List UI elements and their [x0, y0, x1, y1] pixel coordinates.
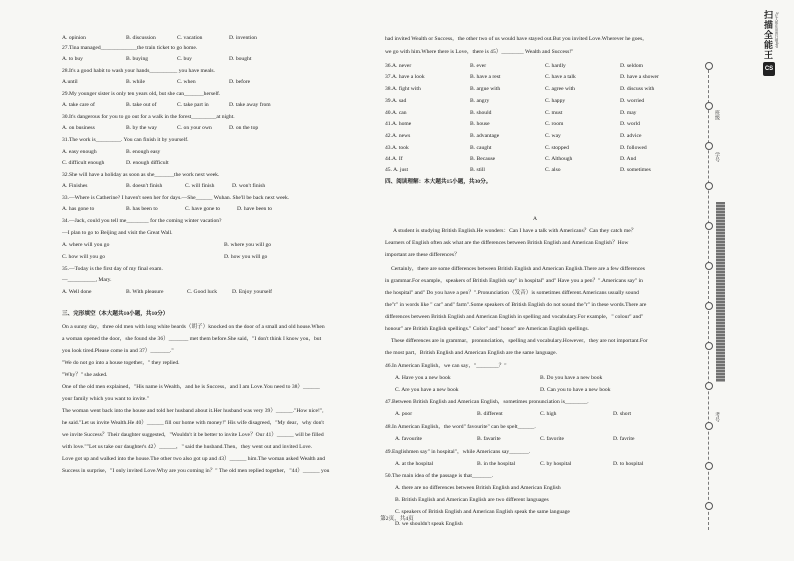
q34-option-d: D. how you will go — [224, 254, 268, 260]
q30-option-b: B. by the way — [126, 125, 158, 131]
q44-option-c: C. Although — [545, 156, 573, 162]
q38-option-a: 38.A. fight with — [385, 86, 421, 92]
q44-option-b: B. Because — [470, 156, 496, 162]
q45-option-c: C. also — [545, 167, 561, 173]
q50-stem: 50.The main idea of the passage is that_______. — [385, 473, 493, 479]
reading-line-5: in grammar.For example，speakers of British English say" in hospital" and" Have you a pen？".Americans say" in — [385, 278, 643, 284]
q37-option-b: B. have a rest — [470, 74, 501, 80]
section-4-title: 四、阅读理解：本大题共15小题，共30分。 — [385, 179, 492, 185]
q41-option-d: D. world — [620, 121, 640, 127]
q28-option-d: D. before — [229, 79, 251, 85]
q47-option-d: D. short — [613, 411, 632, 417]
q32-stem: 32.She will have a holiday as soon as she_______the work next week. — [62, 172, 220, 178]
q32-option-a: A. Finishes — [62, 183, 88, 189]
q35-option-b: B. With pleasure — [126, 289, 164, 295]
scanner-app-name: 扫描全能王 — [763, 10, 773, 60]
q43-option-d: D. followed — [620, 145, 647, 151]
cloze-cont-line-2: we go with him.Where there is Love，there is 45）________ Wealth and Success!" — [385, 49, 574, 55]
q45-option-d: D. sometimes — [620, 167, 651, 173]
q26-option-a: A. opinion — [62, 35, 86, 41]
q35-reply: —__________, Mary. — [62, 277, 112, 283]
q41-option-a: 41.A. home — [385, 121, 412, 127]
binding-hole-icon — [705, 302, 713, 310]
q47-stem: 47.Between British English and American English，sometimes pronunciation is________. — [385, 399, 589, 405]
q27-option-a: A. to buy — [62, 56, 83, 62]
cloze-line-6: One of the old men explained，"His name is Wealth，and he is Success，and I am Love.You need to 38）______ — [62, 384, 320, 390]
q33-option-b: B. has been to — [126, 206, 158, 212]
reading-line-7: the"r" in words like " car" and" farm".Some speakers of British English do not sound the"r" in these words.There are — [385, 302, 647, 308]
q42-option-d: D. advice — [620, 133, 642, 139]
student-number-label: 学号 — [714, 152, 720, 162]
q46-stem: 46.In American English，we can say，"________？" — [385, 363, 507, 369]
q36-option-b: B. ever — [470, 63, 487, 69]
q48-option-d: D. favrite — [613, 436, 635, 442]
cloze-line-10: we invite Success？Their daughter suggested，"Wouldn't it be better to invite Love？Our 41）______ will be filled — [62, 432, 324, 438]
q29-option-c: C. take part in — [177, 102, 209, 108]
q49-option-c: C. by hospital — [540, 461, 572, 467]
binding-hole-icon — [705, 382, 713, 390]
q37-option-a: 37.A. have a look — [385, 74, 425, 80]
q41-option-b: B. house — [470, 121, 490, 127]
binding-hole-icon — [705, 222, 713, 230]
q30-option-d: D. on the top — [229, 125, 259, 131]
binding-hole-icon — [705, 262, 713, 270]
q43-option-b: B. caught — [470, 145, 492, 151]
q29-option-d: D. take away from — [229, 102, 271, 108]
q34-option-b: B. where you will go — [224, 242, 272, 248]
q34-reply: —I plan to go to Beijing and visit the Great Wall. — [62, 230, 173, 236]
q46-option-a: A. Have you a new book — [395, 375, 451, 381]
q36-option-c: C. hardly — [545, 63, 566, 69]
q29-stem: 29.My younger sister is only ten years old, but she can_______herself. — [62, 91, 221, 97]
q27-option-c: C. buy — [177, 56, 192, 62]
binding-hole-icon — [705, 462, 713, 470]
reading-line-2: Learners of English often ask what are the differences between British English and American English？How — [385, 240, 629, 246]
q50-option-c: C. speakers of British English and American English speak the same language — [395, 509, 570, 515]
cloze-line-13: Success in surprise，"I only invited Love.Why are you coming in？" The old men replied together，"44）______ you — [62, 468, 330, 474]
binding-strip — [700, 12, 728, 534]
cloze-line-5: "Why？" she asked. — [62, 372, 108, 378]
q34-option-a: A. where will you go — [62, 242, 110, 248]
q31-option-a: A. easy enough — [62, 149, 97, 155]
q50-option-b: B. British English and American English are two different languages — [395, 497, 549, 503]
binding-hole-icon — [705, 102, 713, 110]
q48-option-b: B. favarite — [477, 436, 501, 442]
q44-option-a: 44.A. If — [385, 156, 403, 162]
cloze-line-3: you look tired.Please come in and 37）_______." — [62, 348, 174, 354]
q48-option-a: A. favourite — [395, 436, 423, 442]
q50-option-d: D. we shouldn't speak English — [395, 521, 463, 527]
q30-option-c: C. on your own — [177, 125, 212, 131]
q27-option-b: B. buying — [126, 56, 149, 62]
cloze-cont-line-1: had invited Wealth or Success，the other two of us would have stayed out.But you invited Love.Wherever he goes， — [385, 36, 648, 42]
q31-stem: 31.The work is_________. You can finish it by yourself. — [62, 137, 189, 143]
cloze-line-1: On a sunny day，three old men with long white beards（胡子）knocked on the door of a small and old house.When — [62, 324, 325, 330]
q33-stem: 33.—Where is Catherine? I haven't seen her for days.—She______ Wuhan. She'll be back next week. — [62, 195, 290, 201]
scanner-watermark — [761, 10, 787, 80]
q30-option-a: A. on business — [62, 125, 95, 131]
q48-stem: 48.In American English，the word" favourite" can be spelt______. — [385, 424, 536, 430]
q46-option-b: B. Do you have a new book — [540, 375, 603, 381]
binding-hole-icon — [705, 342, 713, 350]
q45-option-a: 45. A. just — [385, 167, 409, 173]
q38-option-d: D. discuss with — [620, 86, 655, 92]
q39-option-c: C. happy — [545, 98, 566, 104]
q39-option-d: D. worried — [620, 98, 645, 104]
q32-option-b: B. doesn't finish — [126, 183, 163, 189]
q46-option-d: D. Can you to have a new book — [540, 387, 611, 393]
q45-option-b: B. still — [470, 167, 485, 173]
q47-option-c: C. high — [540, 411, 557, 417]
binding-notice-band — [716, 202, 725, 382]
q38-option-b: B. argue with — [470, 86, 501, 92]
q49-option-d: D. to hospital — [613, 461, 644, 467]
class-label: 班级 — [714, 110, 720, 120]
q40-option-d: D. may — [620, 110, 637, 116]
reading-line-8: differences between British English and American English in spelling and vocabulary.For example，" colour" and" — [385, 314, 644, 320]
q33-option-d: D. have been to — [237, 206, 273, 212]
cloze-line-4: "We do not go into a house together，" they replied. — [62, 360, 180, 366]
reading-line-1: A student is studying British English.He wonders：Can I have a talk with Americans？Can they catch me？ — [393, 228, 637, 234]
q50-option-a: A. there are no differences between British English and American English — [395, 485, 561, 491]
q36-option-a: 36.A. never — [385, 63, 412, 69]
reading-line-4: Certainly，there are some differences between British English and American English.There are a few differences — [391, 266, 645, 272]
cloze-line-12: Love got up and walked into the house.The other two also got up and 43）______ him.The woman asked Wealth and — [62, 456, 326, 462]
binding-hole-icon — [705, 422, 713, 430]
scanner-app-slogan: 3亿人都在用的扫描App — [775, 12, 779, 49]
binding-hole-icon — [705, 142, 713, 150]
passage-a-label: A — [533, 216, 538, 222]
q47-option-a: A. poor — [395, 411, 413, 417]
q28-option-a: A.until — [62, 79, 78, 85]
q42-option-b: B. advantage — [470, 133, 500, 139]
q41-option-c: C. room — [545, 121, 564, 127]
q30-stem: 30.It's dangerous for you to go out for a walk in the forest_________at night. — [62, 114, 235, 120]
q40-option-a: 40.A. can — [385, 110, 407, 116]
q35-option-a: A. Well done — [62, 289, 92, 295]
cloze-line-8: The woman went back into the house and told her husband about it.Her husband was very 39）______."How nice!", — [62, 408, 324, 414]
q27-stem: 27.Tina managed_____________the train ticket to go home. — [62, 45, 198, 51]
binding-dashed-line — [708, 70, 709, 530]
q35-stem: 35.—Today is the first day of my final exam. — [62, 266, 163, 272]
q32-option-d: D. won't finish — [232, 183, 266, 189]
q32-option-c: C. will finish — [185, 183, 215, 189]
q39-option-b: B. angry — [470, 98, 490, 104]
q40-option-c: C. must — [545, 110, 563, 116]
q49-option-a: A. at the hospital — [395, 461, 434, 467]
reading-line-9: honour" are British English spellings." Color" and" honor" are American English spellings. — [385, 326, 589, 332]
q44-option-d: D. And — [620, 156, 637, 162]
q38-option-c: C. agree with — [545, 86, 575, 92]
q31-option-d: D. enough difficult — [126, 160, 169, 166]
q31-option-b: B. enough easy — [126, 149, 161, 155]
q42-option-a: 42.A. news — [385, 133, 411, 139]
q37-option-c: C. have a talk — [545, 74, 576, 80]
q29-option-b: B. take out of — [126, 102, 157, 108]
q29-option-a: A. take care of — [62, 102, 95, 108]
cloze-line-11: with love.""Let us take our daughter's 42）______，" said the husband.Then，they went out and invited Love. — [62, 444, 313, 450]
cloze-line-9: he said."Let us invite Wealth.He 40）______ fill our home with money!" His wife disagreed，"My dear，why don't — [62, 420, 324, 426]
q40-option-b: B. should — [470, 110, 492, 116]
reading-line-6: the hospital" and" Do you have a pen？".Pronunciation（发音）is sometimes different.Americans usually sound — [385, 290, 639, 296]
q36-option-d: D. seldom — [620, 63, 643, 69]
q27-option-d: D. bought — [229, 56, 252, 62]
reading-line-3: important are these differences？ — [385, 252, 460, 258]
binding-hole-icon — [705, 62, 713, 70]
reading-line-11: the most part，British English and American English are the same language. — [385, 350, 557, 356]
q26-option-b: B. discussion — [126, 35, 156, 41]
exam-number-label: 考号 — [714, 412, 720, 422]
q35-option-d: D. Enjoy yourself — [232, 289, 272, 295]
q49-option-b: B. in the hospital — [477, 461, 516, 467]
cloze-line-7: your family which you want to invite." — [62, 396, 149, 402]
binding-hole-icon — [705, 502, 713, 510]
q37-option-d: D. have a shower — [620, 74, 659, 80]
q47-option-b: B. different — [477, 411, 503, 417]
reading-line-10: These differences are in grammar，pronunciation，spelling and vocabulary.However，they are not important.For — [391, 338, 648, 344]
q33-option-a: A. has gone to — [62, 206, 95, 212]
q26-option-c: C. vacation — [177, 35, 203, 41]
binding-hole-icon — [705, 182, 713, 190]
camscanner-logo-icon: CS — [763, 62, 775, 76]
q31-option-c: C. difficult enough — [62, 160, 105, 166]
q28-option-c: C. when — [177, 79, 196, 85]
cloze-line-2: a woman opened the door，she found she 36）_______ met them before.She said，"I don't think I know you，but — [62, 336, 322, 342]
q39-option-a: 39.A. sad — [385, 98, 407, 104]
q42-option-c: C. way — [545, 133, 561, 139]
q33-option-c: C. have gone to — [185, 206, 221, 212]
q35-option-c: C. Good luck — [187, 289, 217, 295]
page-number: 第2页，共4页 — [380, 516, 414, 522]
q48-option-c: C. favorite — [540, 436, 564, 442]
q34-option-c: C. how will you go — [62, 254, 106, 260]
q28-stem: 28.It's a good habit to wash your hands__________ you have meals. — [62, 68, 215, 74]
q43-option-a: 43.A. took — [385, 145, 409, 151]
q49-stem: 49.Englishmen say" in hospital"，while Americans say_______. — [385, 449, 531, 455]
q28-option-b: B. while — [126, 79, 145, 85]
q46-option-c: C. Are you have a new book — [395, 387, 459, 393]
section-3-title: 三、完形填空（本大题共10小题，共10分） — [62, 311, 169, 317]
q26-option-d: D. invention — [229, 35, 257, 41]
q43-option-c: C. stopped — [545, 145, 569, 151]
q34-stem: 34.—Jack, could you tell me________ for the coming winter vacation? — [62, 218, 222, 224]
